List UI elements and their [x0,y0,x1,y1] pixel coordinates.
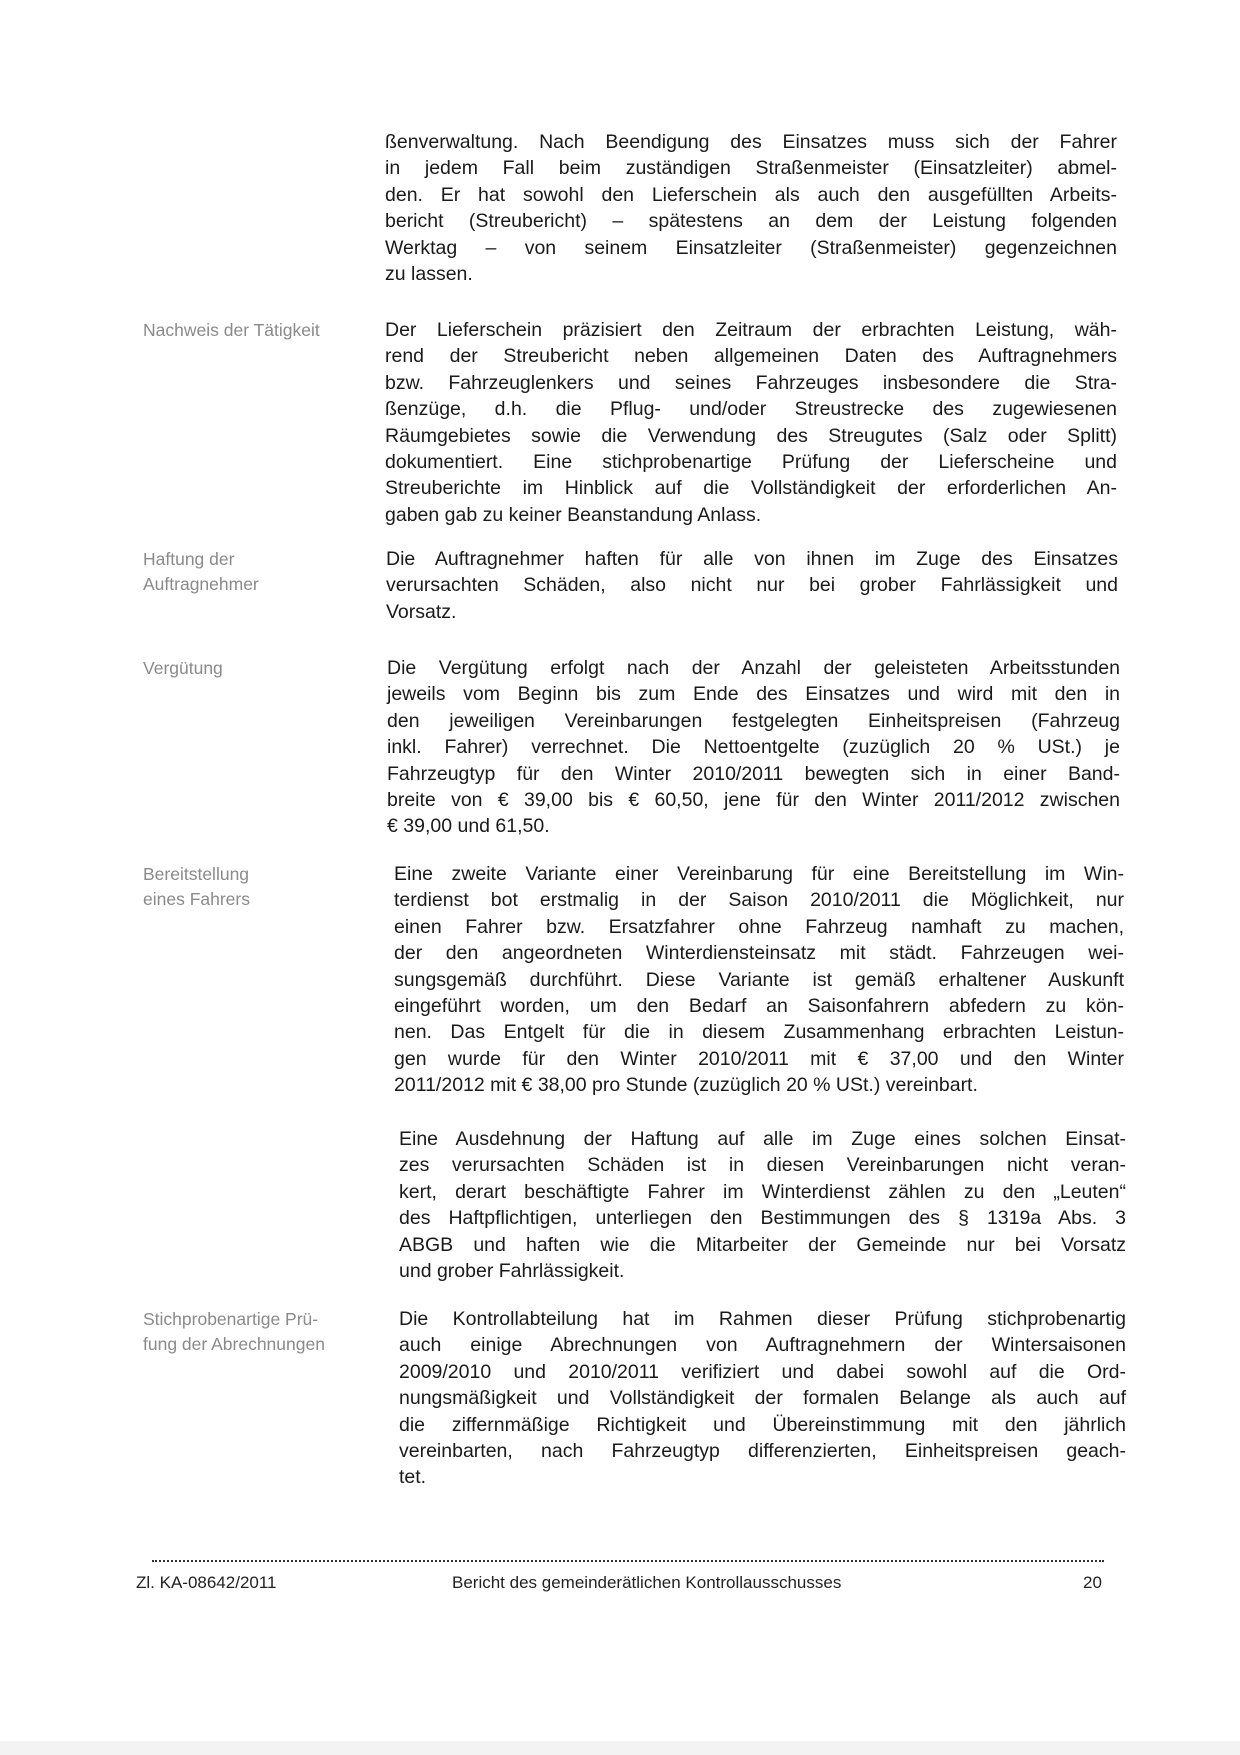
paragraph-line: nen. Das Entgelt für die in diesem Zusammenhang erbrachten Leistun- [394,1021,1124,1044]
margin-heading-line: Bereitstellung [143,864,250,884]
footer-reference: Zl. KA-08642/2011 [136,1573,277,1592]
paragraph-line: eingeführt worden, um den Bedarf an Saisonfahrern abfedern zu kön- [394,995,1124,1018]
paragraph-line: 2009/2010 und 2010/2011 verifiziert und dabei sowohl auf die Ord- [399,1360,1126,1383]
paragraph-line: bericht (Streubericht) – spätestens an dem der Leistung folgenden [385,210,1117,233]
paragraph-line: und grober Fahrlässigkeit. [399,1260,625,1283]
paragraph-line: zu lassen. [385,263,473,286]
paragraph-line: den jeweiligen Vereinbarungen festgelegten Einheitspreisen (Fahrzeug [387,709,1120,732]
paragraph-line: Der Lieferschein präzisiert den Zeitraum der erbrachten Leistung, wäh- [385,319,1117,341]
paragraph-line: auch einige Abrechnungen von Auftragnehmern der Wintersaisonen [399,1334,1126,1357]
page-number: 20 [1083,1573,1102,1592]
margin-heading-line: Nachweis der Tätigkeit [143,320,320,340]
margin-heading-line: Haftung der [143,549,235,569]
paragraph-line: zes verursachten Schäden ist in diesen Vereinbarungen nicht veran- [399,1154,1126,1177]
paragraph-line: ßenzüge, d.h. die Pflug- und/oder Streustrecke des zugewiesenen [385,398,1117,421]
paragraph-line: tet. [399,1466,427,1489]
margin-heading [143,1307,325,1357]
body-paragraph [385,317,1117,528]
paragraph-line: Fahrzeugtyp für den Winter 2010/2011 bewegten sich in einer Band- [387,762,1120,785]
body-paragraph [394,861,1124,1099]
paragraph-line: die ziffernmäßige Richtigkeit und Übereinstimmung mit den jährlich [399,1413,1126,1436]
paragraph-line: Die Kontrollabteilung hat im Rahmen dieser Prüfung stichprobenartig [399,1308,1126,1330]
paragraph-line: 2011/2012 mit € 38,00 pro Stunde (zuzüglich 20 % USt.) vereinbart. [394,1074,978,1097]
paragraph-line: Streuberichte im Hinblick auf die Vollständigkeit der erforderlichen An- [385,477,1117,500]
paragraph-line: einen Fahrer bzw. Ersatzfahrer ohne Fahrzeug namhaft zu machen, [394,915,1124,938]
paragraph-line: jeweils vom Beginn bis zum Ende des Einsatzes und wird mit den in [387,683,1120,706]
paragraph-line: breite von € 39,00 bis € 60,50, jene für den Winter 2011/2012 zwischen [387,789,1120,812]
paragraph-line: dokumentiert. Eine stichprobenartige Prüfung der Lieferscheine und [385,451,1117,474]
paragraph-line: Werktag – von seinem Einsatzleiter (Straßenmeister) gegenzeichnen [385,236,1117,259]
paragraph-line: Vorsatz. [386,600,457,623]
paragraph-line: kert, derart beschäftigte Fahrer im Winterdienst zählen zu den „Leuten“ [399,1180,1126,1203]
body-paragraph [399,1306,1126,1491]
paragraph-line: nungsmäßigkeit und Vollständigkeit der formalen Belange als auch auf [399,1387,1126,1410]
paragraph-line: bzw. Fahrzeuglenkers und seines Fahrzeuges insbesondere die Stra- [385,371,1117,394]
paragraph-line: inkl. Fahrer) verrechnet. Die Nettoentgelte (zuzüglich 20 % USt.) je [387,736,1120,759]
margin-heading [143,318,320,343]
body-paragraph [385,129,1117,287]
margin-heading-line: eines Fahrers [143,889,250,909]
paragraph-line: rend der Streubericht neben allgemeinen Daten des Auftragnehmers [385,345,1117,368]
paragraph-line: Räumgebietes sowie die Verwendung des Streugutes (Salz oder Splitt) [385,424,1117,447]
paragraph-line: ABGB und haften wie die Mitarbeiter der Gemeinde nur bei Vorsatz [399,1233,1126,1256]
paragraph-line: in jedem Fall beim zuständigen Straßenmeister (Einsatzleiter) abmel- [385,157,1117,180]
paragraph-line: Eine Ausdehnung der Haftung auf alle im Zuge eines solchen Einsat- [399,1128,1126,1150]
margin-heading-line: fung der Abrechnungen [143,1334,325,1354]
margin-heading-line: Auftragnehmer [143,574,259,594]
margin-heading [143,547,259,597]
body-paragraph [387,655,1120,840]
paragraph-line: gen wurde für den Winter 2010/2011 mit € 37,00 und den Winter [394,1047,1124,1070]
footer-divider [152,1560,1104,1562]
paragraph-line: verursachten Schäden, also nicht nur bei grober Fahrlässigkeit und [386,574,1118,597]
margin-heading [143,862,250,912]
paragraph-line: ßenverwaltung. Nach Beendigung des Einsatzes muss sich der Fahrer [385,131,1117,153]
paragraph-line: Eine zweite Variante einer Vereinbarung für eine Bereitstellung im Win- [394,863,1124,885]
paragraph-line: des Haftpflichtigen, unterliegen den Bestimmungen des § 1319a Abs. 3 [399,1207,1126,1230]
margin-heading-line: Vergütung [143,658,223,678]
margin-heading-line: Stichprobenartige Prü- [143,1309,319,1329]
paragraph-line: vereinbarten, nach Fahrzeugtyp differenzierten, Einheitspreisen geach- [399,1440,1126,1463]
paragraph-line: sungsgemäß durchführt. Diese Variante ist gemäß erhaltener Auskunft [394,968,1124,991]
body-paragraph [386,546,1118,625]
paragraph-line: € 39,00 und 61,50. [387,815,550,838]
margin-heading [143,656,223,681]
paragraph-line: terdienst bot erstmalig in der Saison 2010/2011 die Möglichkeit, nur [394,889,1124,912]
body-paragraph [399,1126,1126,1284]
paragraph-line: der den angeordneten Winterdiensteinsatz mit städt. Fahrzeugen wei- [394,942,1124,965]
paragraph-line: Die Auftragnehmer haften für alle von ihnen im Zuge des Einsatzes [386,548,1118,570]
footer-title: Bericht des gemeinderätlichen Kontrollausschusses [452,1573,842,1592]
scan-edge [0,1741,1240,1755]
paragraph-line: gaben gab zu keiner Beanstandung Anlass. [385,503,762,526]
paragraph-line: den. Er hat sowohl den Lieferschein als auch den ausgefüllten Arbeits- [385,183,1117,206]
paragraph-line: Die Vergütung erfolgt nach der Anzahl der geleisteten Arbeitsstunden [387,657,1120,679]
